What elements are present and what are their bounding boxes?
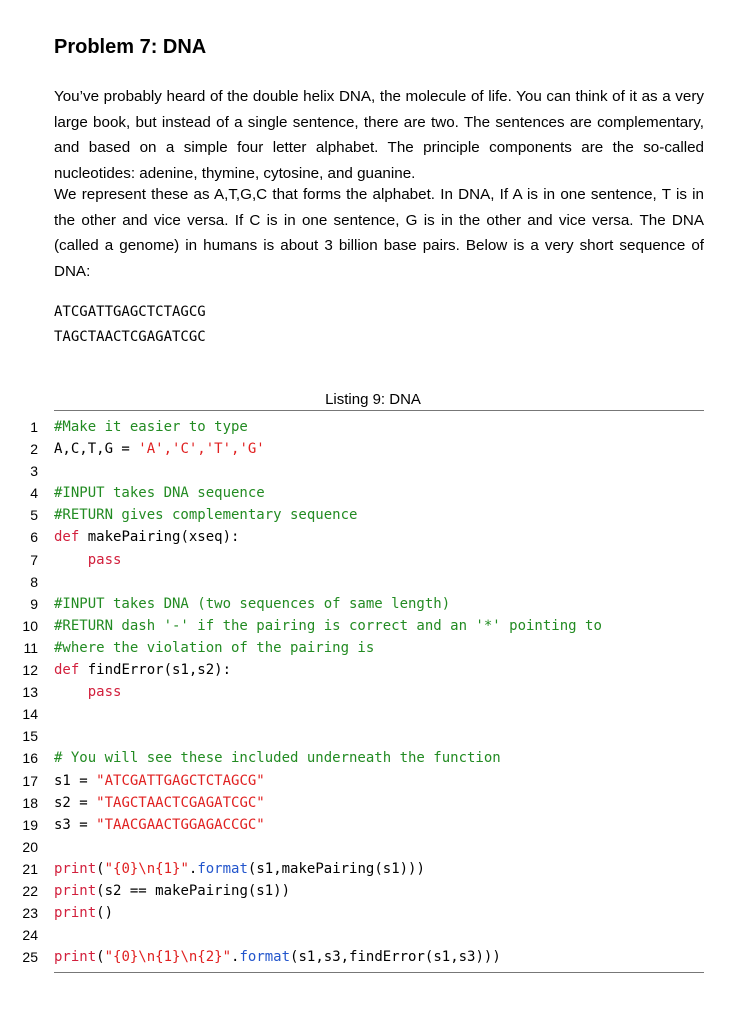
code-line — [0, 504, 746, 526]
code-token: format — [197, 860, 248, 877]
code-token: print — [54, 860, 97, 877]
code-text — [54, 482, 265, 504]
line-number: 23 — [22, 905, 38, 922]
code-token: #Make it easier to type — [54, 419, 248, 435]
line-number: 18 — [22, 794, 38, 811]
dna-sequence-line-1: ATCGATTGAGCTCTAGCG — [54, 304, 206, 320]
code-line — [0, 792, 746, 814]
code-token: 'A','C','T','G' — [138, 441, 265, 458]
code-text — [54, 659, 231, 681]
code-token: "{0}\n{1}" — [104, 860, 189, 877]
code-token: "TAGCTAACTCGAGATCGC" — [96, 794, 265, 811]
code-text — [54, 681, 121, 703]
code-token: #RETURN gives complementary sequence — [54, 507, 358, 524]
page-title: Problem 7: DNA — [54, 36, 207, 58]
code-token: ( — [96, 860, 105, 877]
code-line — [0, 438, 746, 460]
line-number: 6 — [30, 529, 38, 546]
code-text — [54, 880, 290, 902]
code-text — [54, 858, 425, 880]
code-text — [54, 615, 602, 637]
code-token: (s1,s3,findError(s1,s3))) — [290, 949, 501, 966]
code-token: . — [231, 949, 240, 966]
code-line — [0, 880, 746, 902]
dna-sequence-line-2: TAGCTAACTCGAGATCGC — [54, 329, 206, 345]
code-line — [0, 924, 746, 946]
code-text — [54, 770, 265, 792]
line-number: 15 — [22, 728, 38, 745]
line-number: 19 — [22, 816, 38, 833]
line-number: 8 — [30, 573, 38, 590]
code-token: print — [54, 905, 97, 922]
line-number: 2 — [30, 441, 38, 458]
line-number: 14 — [22, 706, 38, 723]
code-line — [0, 615, 746, 637]
line-number: 10 — [22, 617, 38, 634]
code-token: s1 = — [54, 772, 97, 789]
code-token: #INPUT takes DNA sequence — [54, 485, 265, 502]
code-line — [0, 725, 746, 747]
line-number: 7 — [30, 551, 38, 568]
code-line — [0, 770, 746, 792]
code-token: #INPUT takes DNA (two sequences of same length) — [54, 595, 451, 612]
code-text — [54, 549, 121, 571]
code-token: def — [54, 662, 80, 679]
line-number: 22 — [22, 882, 38, 899]
line-number: 3 — [30, 463, 38, 480]
code-token: #RETURN dash '-' if the pairing is correct and an '*' pointing to — [54, 617, 602, 634]
code-line — [0, 858, 746, 880]
line-number: 13 — [22, 684, 38, 701]
code-line — [0, 526, 746, 548]
code-token: "TAACGAACTGGAGACCGC" — [96, 816, 265, 833]
code-token: s2 = — [54, 794, 97, 811]
code-token: print — [54, 949, 97, 966]
code-line — [0, 681, 746, 703]
code-token: #where the violation of the pairing is — [54, 639, 375, 656]
code-text — [54, 526, 239, 548]
code-line — [0, 549, 746, 571]
code-line — [0, 659, 746, 681]
code-token: s3 = — [54, 816, 97, 833]
line-number: 4 — [30, 485, 38, 502]
line-number: 5 — [30, 507, 38, 524]
code-text — [54, 416, 248, 438]
code-line — [0, 902, 746, 924]
listing-top-rule — [54, 410, 704, 411]
code-text — [54, 747, 501, 769]
code-token: pass — [87, 684, 122, 701]
line-number: 21 — [22, 860, 38, 877]
code-token: A,C,T,G = — [54, 441, 139, 458]
listing-caption: Listing 9: DNA — [325, 391, 421, 408]
code-text — [54, 902, 113, 924]
code-token: "{0}\n{1}\n{2}" — [104, 949, 232, 966]
code-token: pass — [87, 551, 122, 568]
code-text — [54, 504, 357, 526]
code-text — [54, 792, 265, 814]
code-token: def — [54, 529, 80, 546]
alphabet-paragraph: We represent these as A,T,G,C that forms the alphabet. In DNA, If A is in one sentence, T is in the other and vice versa. If C is in one sentence, G is in the other and vice versa. The DNA (called a genome) in humans is about 3 billion base pairs. Below is a very short sequence of DNA: — [54, 186, 704, 280]
code-text — [54, 637, 374, 659]
code-text — [54, 593, 450, 615]
line-number: 24 — [22, 927, 38, 944]
code-token: makePairing(xseq): — [79, 529, 240, 546]
code-line — [0, 482, 746, 504]
code-line — [0, 637, 746, 659]
code-line — [0, 836, 746, 858]
line-number: 12 — [22, 662, 38, 679]
line-number: 25 — [22, 949, 38, 966]
code-line — [0, 703, 746, 725]
line-number: 1 — [30, 419, 38, 435]
listing-bottom-rule — [54, 972, 704, 973]
code-line — [0, 571, 746, 593]
code-token — [54, 552, 88, 568]
code-token: . — [188, 860, 198, 877]
code-text — [54, 814, 265, 836]
line-number: 17 — [22, 772, 38, 789]
code-text — [54, 438, 265, 460]
code-token: (s1,makePairing(s1))) — [247, 860, 425, 877]
code-token: format — [239, 949, 291, 966]
dna-sequence-block — [54, 300, 206, 350]
code-token: () — [96, 905, 114, 922]
code-listing — [0, 416, 746, 968]
line-number: 16 — [22, 750, 38, 767]
line-number: 9 — [30, 595, 38, 612]
code-token: findError(s1,s2): — [79, 662, 232, 679]
code-token: "ATCGATTGAGCTCTAGCG" — [96, 772, 265, 789]
code-token: ( — [96, 949, 105, 966]
line-number: 20 — [22, 838, 38, 855]
code-token: print — [54, 882, 97, 899]
line-number: 11 — [23, 639, 38, 656]
code-line — [0, 416, 746, 438]
intro-paragraph: You’ve probably heard of the double helix DNA, the molecule of life. You can think of it as a very large book, but instead of a single sentence, there are two. The sentences are complementary, and based on a simple four letter alphabet. The principle components are the so-called nucleotides: adenine, thymine, cytosine, and guanine. — [54, 88, 704, 182]
code-line — [0, 460, 746, 482]
code-line — [0, 946, 746, 968]
code-line — [0, 814, 746, 836]
code-text — [54, 946, 501, 968]
code-token: # You will see these included underneath the function — [54, 750, 501, 767]
code-token: (s2 == makePairing(s1)) — [96, 882, 291, 899]
code-line — [0, 747, 746, 769]
code-line — [0, 593, 746, 615]
code-token — [54, 684, 88, 700]
